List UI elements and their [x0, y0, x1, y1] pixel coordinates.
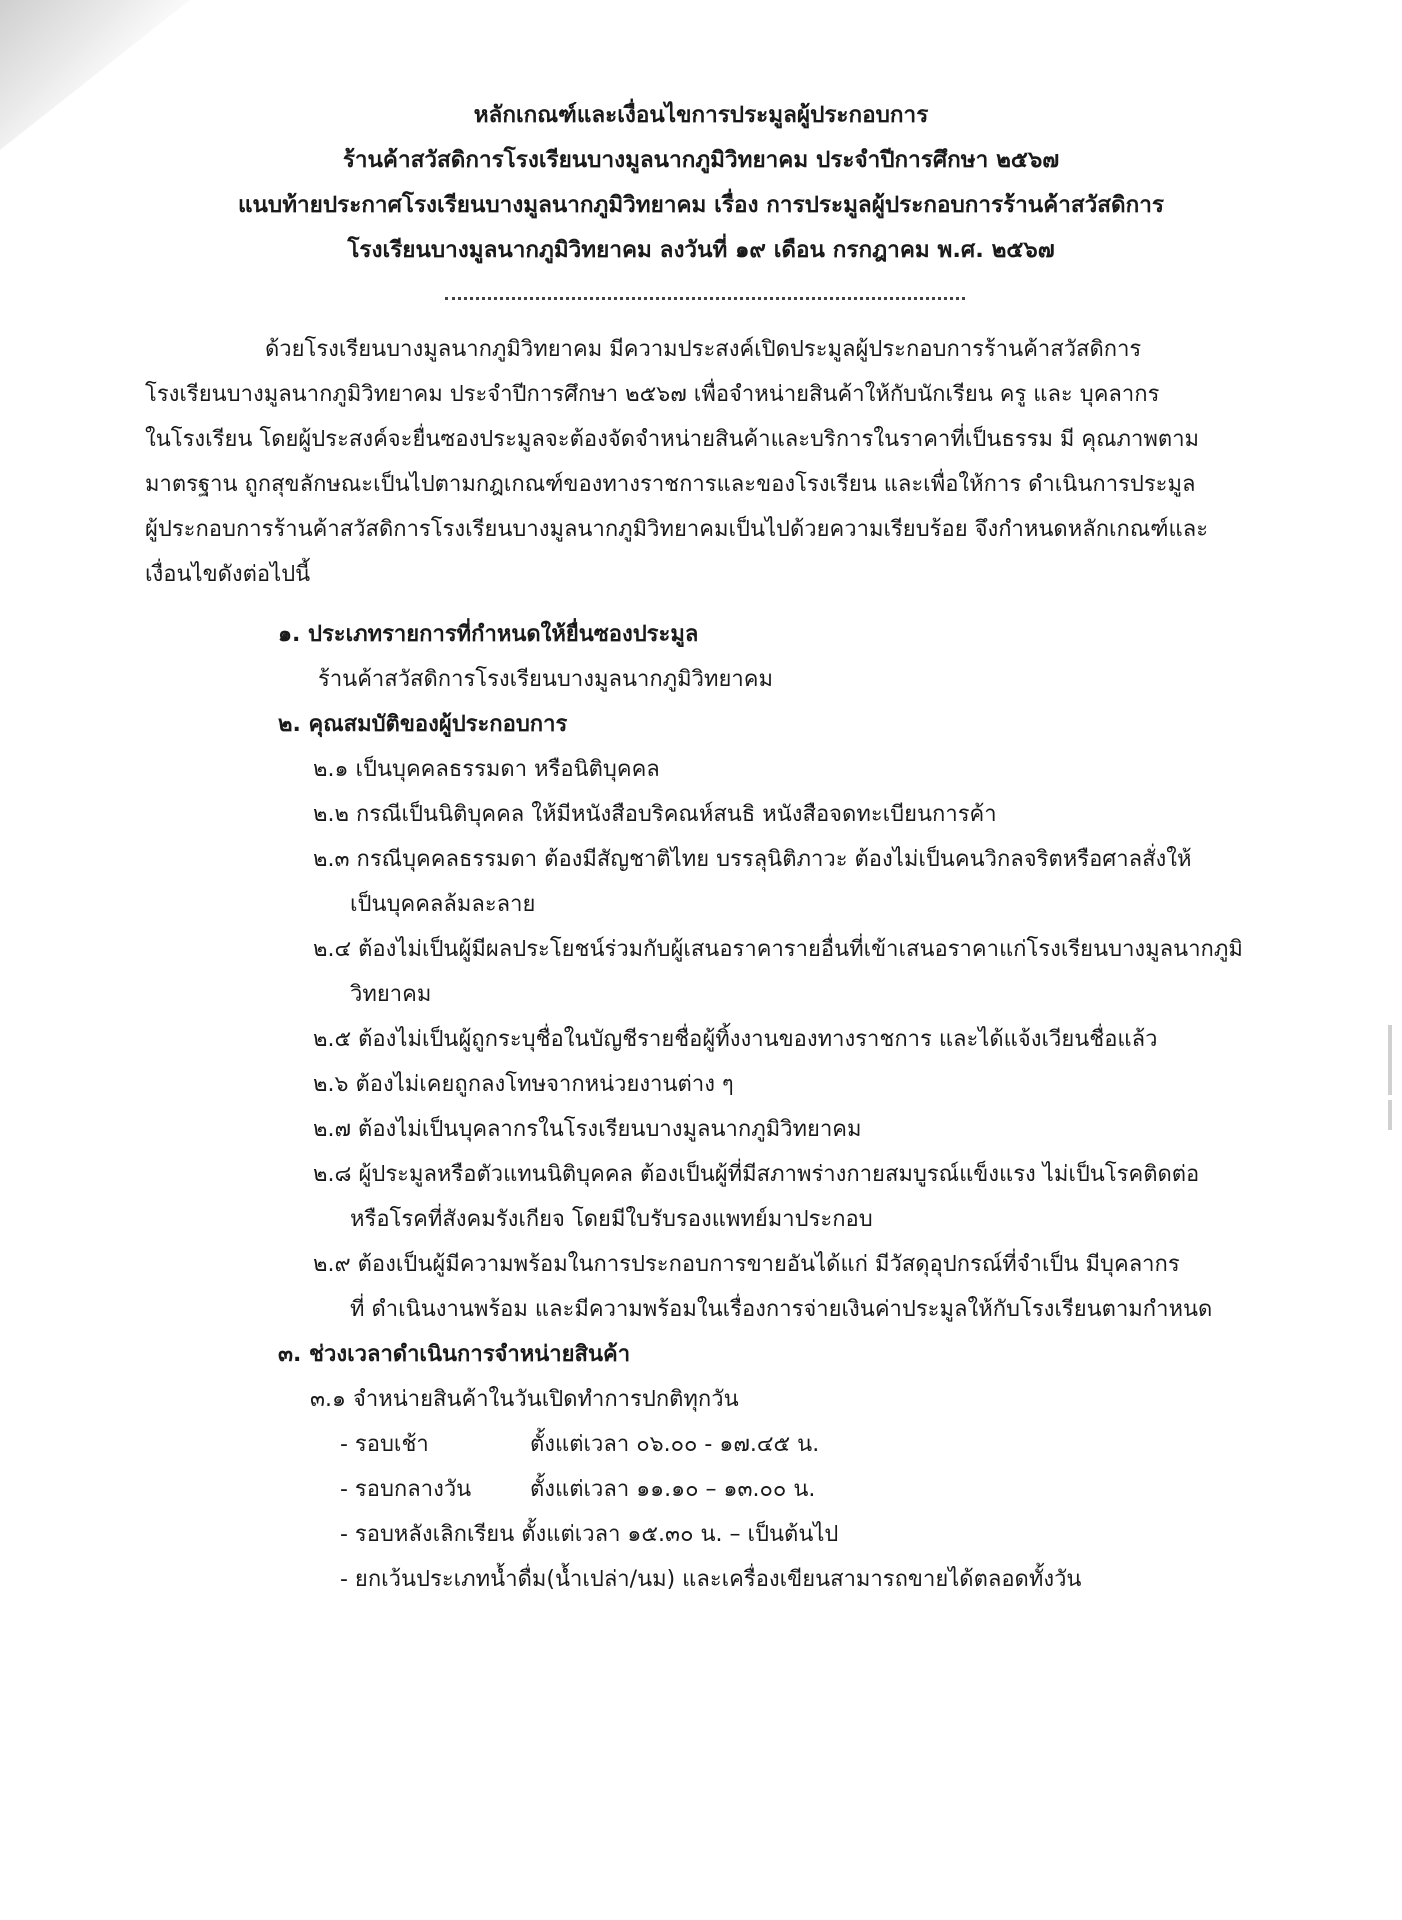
- intro-line-4: มาตรฐาน ถูกสุขลักษณะเป็นไปตามกฎเกณฑ์ของทางราชการและของโรงเรียน และเพื่อให้การ ดำเนินการประมูล: [145, 472, 1196, 497]
- section-2-item-9-cont: ที่ ดำเนินงานพร้อม และมีความพร้อมในเรื่องการจ่ายเงินค่าประมูลให้กับโรงเรียนตามกำหนด: [350, 1297, 1213, 1322]
- round-morning-time: ตั้งแต่เวลา ๐๖.๐๐ - ๑๗.๔๕ น.: [530, 1432, 820, 1457]
- section-2-item-4-cont: วิทยาคม: [350, 982, 432, 1007]
- round-noon-time: ตั้งแต่เวลา ๑๑.๑๐ – ๑๓.๐๐ น.: [530, 1477, 816, 1502]
- title-separator: [445, 297, 965, 300]
- section-2-item-2: ๒.๒ กรณีเป็นนิติบุคคล ให้มีหนังสือบริคณห์สนธิ หนังสือจดทะเบียนการค้า: [313, 802, 997, 827]
- section-2-item-1: ๒.๑ เป็นบุคคลธรรมดา หรือนิติบุคคล: [313, 757, 660, 782]
- intro-line-6: เงื่อนไขดังต่อไปนี้: [145, 562, 311, 587]
- title-line-4: โรงเรียนบางมูลนากภูมิวิทยาคม ลงวันที่ ๑๙ เดือน กรกฎาคม พ.ศ. ๒๕๖๗: [347, 237, 1055, 263]
- scan-edge-mark: [1388, 1025, 1392, 1095]
- intro-line-3: ในโรงเรียน โดยผู้ประสงค์จะยื่นซองประมูลจะต้องจัดจำหน่ายสินค้าและบริการในราคาที่เป็นธรรม มี คุณภาพตาม: [145, 427, 1200, 452]
- section-2-item-3: ๒.๓ กรณีบุคคลธรรมดา ต้องมีสัญชาติไทย บรรลุนิติภาวะ ต้องไม่เป็นคนวิกลจริตหรือศาลสั่งให้: [313, 847, 1192, 872]
- section-1-text: ร้านค้าสวัสดิการโรงเรียนบางมูลนากภูมิวิทยาคม: [318, 667, 773, 692]
- round-exception: - ยกเว้นประเภทน้ำดื่ม(น้ำเปล่า/นม) และเครื่องเขียนสามารถขายได้ตลอดทั้งวัน: [340, 1567, 1082, 1592]
- section-3-heading: ๓. ช่วงเวลาดำเนินการจำหน่ายสินค้า: [278, 1342, 631, 1367]
- title-line-1: หลักเกณฑ์และเงื่อนไขการประมูลผู้ประกอบการ: [473, 102, 929, 128]
- section-3-sub-1: ๓.๑ จำหน่ายสินค้าในวันเปิดทำการปกติทุกวัน: [310, 1387, 739, 1412]
- section-1-heading: ๑. ประเภทรายการที่กำหนดให้ยื่นซองประมูล: [278, 622, 699, 647]
- intro-line-1: ด้วยโรงเรียนบางมูลนากภูมิวิทยาคม มีความประสงค์เปิดประมูลผู้ประกอบการร้านค้าสวัสดิการ: [265, 337, 1142, 362]
- scan-edge-mark: [1388, 1100, 1392, 1130]
- section-2-item-8: ๒.๘ ผู้ประมูลหรือตัวแทนนิติบุคคล ต้องเป็นผู้ที่มีสภาพร่างกายสมบูรณ์แข็งแรง ไม่เป็นโรคติดต่อ: [313, 1162, 1200, 1187]
- section-2-item-4: ๒.๔ ต้องไม่เป็นผู้มีผลประโยชน์ร่วมกับผู้เสนอราคารายอื่นที่เข้าเสนอราคาแก่โรงเรียนบางมูลนากภูมิ: [313, 937, 1243, 962]
- title-line-2: ร้านค้าสวัสดิการโรงเรียนบางมูลนากภูมิวิทยาคม ประจำปีการศึกษา ๒๕๖๗: [342, 147, 1060, 173]
- round-noon-label: - รอบกลางวัน: [340, 1477, 472, 1502]
- intro-line-2: โรงเรียนบางมูลนากภูมิวิทยาคม ประจำปีการศึกษา ๒๕๖๗ เพื่อจำหน่ายสินค้าให้กับนักเรียน ครู และ บุคลากร: [145, 382, 1160, 407]
- section-2-item-8-cont: หรือโรคที่สังคมรังเกียจ โดยมีใบรับรองแพทย์มาประกอบ: [350, 1207, 873, 1232]
- section-2-heading: ๒. คุณสมบัติของผู้ประกอบการ: [278, 712, 568, 737]
- section-2-item-6: ๒.๖ ต้องไม่เคยถูกลงโทษจากหน่วยงานต่าง ๆ: [313, 1072, 734, 1097]
- section-2-item-3-cont: เป็นบุคคลล้มละลาย: [350, 892, 536, 917]
- round-after-school: - รอบหลังเลิกเรียน ตั้งแต่เวลา ๑๕.๓๐ น. – เป็นต้นไป: [340, 1522, 839, 1547]
- intro-line-5: ผู้ประกอบการร้านค้าสวัสดิการโรงเรียนบางมูลนากภูมิวิทยาคมเป็นไปด้วยความเรียบร้อย จึงกำหนดหลักเกณฑ์และ: [145, 517, 1209, 542]
- title-line-3: แนบท้ายประกาศโรงเรียนบางมูลนากภูมิวิทยาคม เรื่อง การประมูลผู้ประกอบการร้านค้าสวัสดิการ: [238, 192, 1164, 218]
- section-2-item-9: ๒.๙ ต้องเป็นผู้มีความพร้อมในการประกอบการขายอันได้แก่ มีวัสดุอุปกรณ์ที่จำเป็น มีบุคลากร: [313, 1252, 1180, 1277]
- round-morning-label: - รอบเช้า: [340, 1432, 429, 1457]
- section-2-item-7: ๒.๗ ต้องไม่เป็นบุคลากรในโรงเรียนบางมูลนากภูมิวิทยาคม: [313, 1117, 862, 1142]
- section-2-item-5: ๒.๕ ต้องไม่เป็นผู้ถูกระบุชื่อในบัญชีรายชื่อผู้ทิ้งงานของทางราชการ และได้แจ้งเวียนชื่อแล้ว: [313, 1027, 1158, 1052]
